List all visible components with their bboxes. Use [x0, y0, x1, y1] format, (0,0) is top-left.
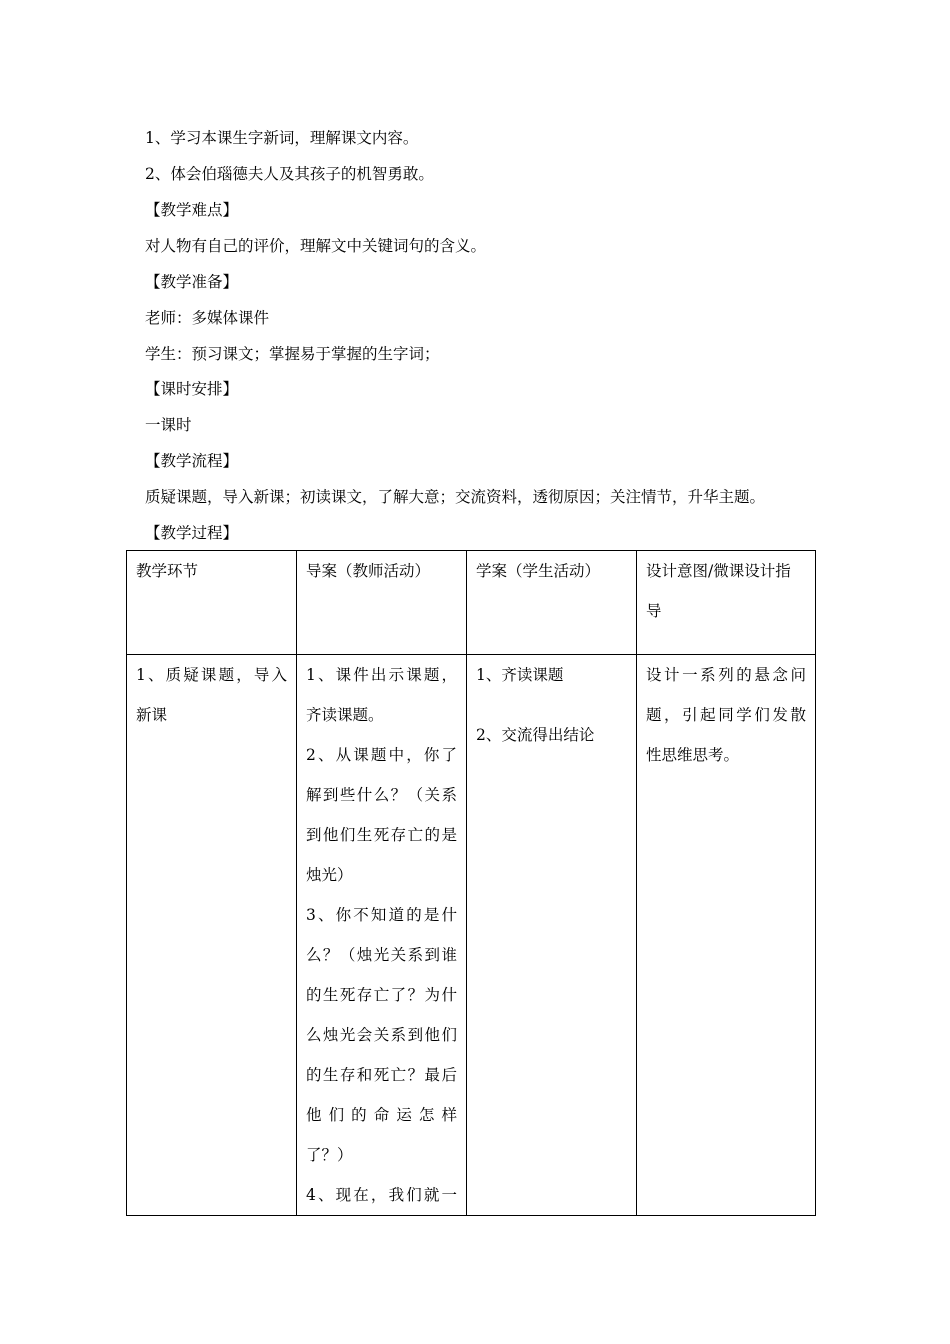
- process-heading: 【教学过程】: [145, 524, 239, 542]
- teacher-line: 3、你不知道的是什: [306, 906, 457, 924]
- stage-cell: [127, 655, 297, 1216]
- teacher-line: 了？）: [306, 1146, 353, 1164]
- objective-1: 1、学习本课生字新词，理解课文内容。: [145, 129, 419, 147]
- student-line: 1、齐读课题: [476, 666, 564, 684]
- header-stage: 教学环节: [127, 551, 297, 655]
- schedule-heading: 【课时安排】: [145, 380, 239, 398]
- student-line: 2、交流得出结论: [476, 726, 595, 744]
- process-table: [126, 550, 816, 1216]
- flow-heading: 【教学流程】: [145, 452, 239, 470]
- teacher-line: 4、现在，我们就一: [306, 1186, 457, 1204]
- teacher-line: 到他们生死存亡的是: [306, 826, 457, 844]
- header-student-activity: 学案（学生活动）: [467, 551, 637, 655]
- design-intent-cell: [637, 655, 816, 1216]
- teacher-line: 他们的命运怎样: [306, 1106, 457, 1124]
- stage-line: 新课: [136, 706, 168, 724]
- schedule-text: 一课时: [145, 416, 192, 434]
- design-line: 题，引起同学们发散: [646, 706, 806, 724]
- design-line: 性思维思考。: [646, 746, 740, 764]
- preparation-teacher: 老师：多媒体课件: [145, 309, 270, 327]
- difficulty-text: 对人物有自己的评价，理解文中关键词句的含义。: [145, 237, 487, 255]
- design-line: 设计一系列的悬念问: [646, 666, 806, 684]
- header-design-intent: 设计意图/微课设计指 导: [637, 551, 816, 655]
- objective-2: 2、体会伯瑙德夫人及其孩子的机智勇敢。: [145, 165, 434, 183]
- preparation-student: 学生：预习课文；掌握易于掌握的生字词；: [145, 345, 440, 363]
- teacher-activity-cell: [297, 655, 467, 1216]
- teacher-line: 的生存和死亡？最后: [306, 1066, 457, 1084]
- stage-line: 1、质疑课题，导入: [136, 666, 287, 684]
- table-row: [127, 655, 816, 1216]
- teacher-line: 么？（烛光关系到谁: [306, 946, 457, 964]
- difficulty-heading: 【教学难点】: [145, 201, 239, 219]
- teacher-line: 解到些什么？（关系: [306, 786, 457, 804]
- teacher-line: 齐读课题。: [306, 706, 384, 724]
- teacher-line: 2、从课题中，你了: [306, 746, 457, 764]
- student-activity-cell: [467, 655, 637, 1216]
- teacher-line: 么烛光会关系到他们: [306, 1026, 457, 1044]
- teacher-line: 烛光）: [306, 866, 353, 884]
- header-teacher-activity: 导案（教师活动）: [297, 551, 467, 655]
- teacher-line: 1、课件出示课题，: [306, 666, 457, 684]
- table-header-row: [127, 551, 816, 655]
- preparation-heading: 【教学准备】: [145, 273, 239, 291]
- flow-text: 质疑课题，导入新课；初读课文，了解大意；交流资料，透彻原因；关注情节，升华主题。: [145, 488, 766, 506]
- teacher-line: 的生死存亡了？为什: [306, 986, 457, 1004]
